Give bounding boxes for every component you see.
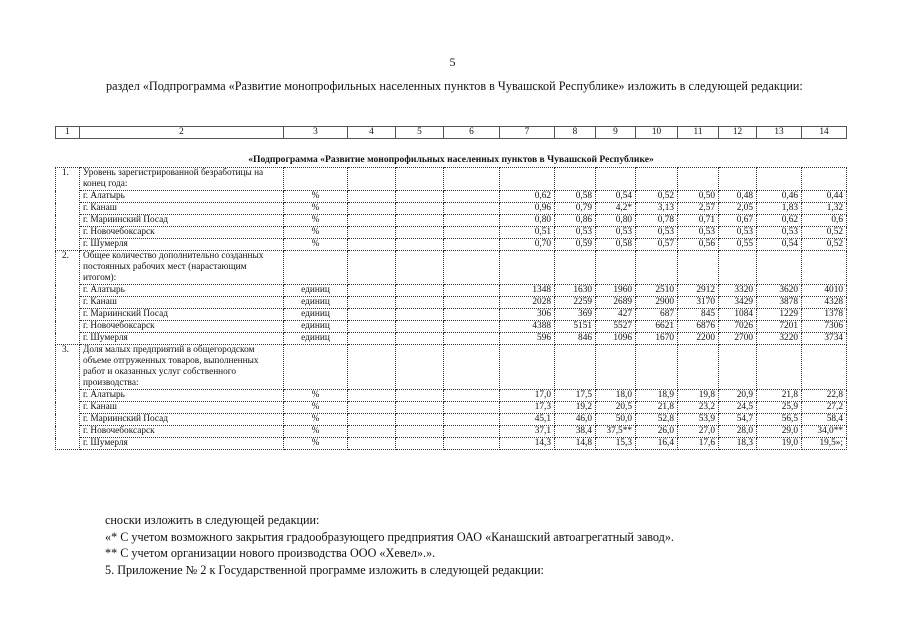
value-cell: 56,5	[757, 414, 802, 426]
unit-cell: %	[284, 191, 348, 203]
value-cell: 19,0	[757, 438, 802, 450]
value-cell: 34,0**	[802, 426, 847, 438]
value-cell: 4010	[802, 285, 847, 297]
city-name: г. Мариинский Посад	[80, 309, 284, 321]
empty-cell	[444, 191, 500, 203]
table-row	[56, 333, 847, 345]
empty-cell	[444, 390, 500, 402]
empty-cell	[348, 215, 396, 227]
value-cell: 0,55	[719, 239, 757, 251]
indicator-title-row	[56, 251, 847, 285]
subtitle-row	[56, 151, 847, 168]
empty-cell	[396, 203, 444, 215]
value-cell: 2912	[678, 285, 719, 297]
empty-cell	[396, 227, 444, 239]
empty-cell	[284, 345, 348, 390]
empty-cell	[596, 168, 636, 191]
value-cell: 2689	[596, 297, 636, 309]
indicator-number: 2.	[56, 251, 80, 345]
value-cell: 2,57	[678, 203, 719, 215]
empty-cell	[348, 203, 396, 215]
value-cell: 23,2	[678, 402, 719, 414]
empty-cell	[396, 309, 444, 321]
value-cell: 53,9	[678, 414, 719, 426]
empty-cell	[596, 251, 636, 285]
empty-cell	[444, 402, 500, 414]
value-cell: 15,3	[596, 438, 636, 450]
table-row	[56, 203, 847, 215]
subprogram-title: «Подпрограмма «Развитие монопрофильных населенных пунктов в Чувашской Республике»	[248, 153, 654, 165]
empty-cell	[444, 309, 500, 321]
city-name: г. Новочебоксарск	[80, 321, 284, 333]
value-cell: 0,96	[500, 203, 555, 215]
value-cell: 18,9	[636, 390, 678, 402]
unit-cell: %	[284, 215, 348, 227]
empty-cell	[396, 345, 444, 390]
value-cell: 3429	[719, 297, 757, 309]
indicator-number: 3.	[56, 345, 80, 450]
empty-cell	[396, 333, 444, 345]
value-cell: 2700	[719, 333, 757, 345]
table-row	[56, 297, 847, 309]
value-cell: 0,46	[757, 191, 802, 203]
value-cell: 0,80	[596, 215, 636, 227]
value-cell: 0,53	[678, 227, 719, 239]
column-number: 7	[500, 127, 555, 139]
table-row	[56, 227, 847, 239]
value-cell: 2200	[678, 333, 719, 345]
column-number: 6	[444, 127, 500, 139]
value-cell: 18,3	[719, 438, 757, 450]
value-cell: 5151	[555, 321, 596, 333]
indicator-title-row	[56, 168, 847, 191]
footer-line: сноски изложить в следующей редакции:	[105, 513, 320, 527]
unit-cell: %	[284, 426, 348, 438]
city-name: г. Шумерля	[80, 239, 284, 251]
empty-cell	[284, 251, 348, 285]
table-row	[56, 239, 847, 251]
value-cell: 0,48	[719, 191, 757, 203]
unit-cell: единиц	[284, 285, 348, 297]
value-cell: 0,62	[757, 215, 802, 227]
column-number: 8	[555, 127, 596, 139]
empty-cell	[444, 438, 500, 450]
column-number: 12	[719, 127, 757, 139]
value-cell: 0,44	[802, 191, 847, 203]
value-cell: 14,3	[500, 438, 555, 450]
empty-cell	[678, 168, 719, 191]
empty-cell	[396, 414, 444, 426]
value-cell: 2510	[636, 285, 678, 297]
value-cell: 0,62	[500, 191, 555, 203]
column-number: 11	[678, 127, 719, 139]
city-name: г. Канаш	[80, 402, 284, 414]
spacer-cell	[56, 139, 847, 152]
value-cell: 3620	[757, 285, 802, 297]
value-cell: 0,67	[719, 215, 757, 227]
value-cell: 18,0	[596, 390, 636, 402]
empty-cell	[348, 390, 396, 402]
value-cell: 21,8	[636, 402, 678, 414]
empty-cell	[719, 345, 757, 390]
empty-cell	[348, 309, 396, 321]
column-number: 13	[757, 127, 802, 139]
value-cell: 1670	[636, 333, 678, 345]
empty-cell	[348, 227, 396, 239]
value-cell: 4328	[802, 297, 847, 309]
empty-cell	[636, 168, 678, 191]
empty-cell	[396, 321, 444, 333]
empty-cell	[636, 345, 678, 390]
empty-cell	[348, 414, 396, 426]
value-cell: 58,4	[802, 414, 847, 426]
value-cell: 19,2	[555, 402, 596, 414]
value-cell: 0,52	[802, 227, 847, 239]
empty-cell	[348, 297, 396, 309]
value-cell: 17,5	[555, 390, 596, 402]
indicator-title: Доля малых предприятий в общегородском объеме отгруженных товаров, выполненных работ и оказанных услуг собственного производства:	[80, 345, 284, 390]
empty-cell	[348, 402, 396, 414]
value-cell: 0,70	[500, 239, 555, 251]
city-name: г. Шумерля	[80, 333, 284, 345]
value-cell: 3170	[678, 297, 719, 309]
value-cell: 0,52	[802, 239, 847, 251]
empty-cell	[396, 402, 444, 414]
value-cell: 0,54	[596, 191, 636, 203]
empty-cell	[500, 345, 555, 390]
empty-cell	[802, 345, 847, 390]
empty-cell	[719, 168, 757, 191]
empty-cell	[396, 215, 444, 227]
page-number: 5	[449, 55, 456, 69]
value-cell: 0,80	[500, 215, 555, 227]
value-cell: 37,5**	[596, 426, 636, 438]
value-cell: 20,9	[719, 390, 757, 402]
value-cell: 17,0	[500, 390, 555, 402]
column-number: 5	[396, 127, 444, 139]
value-cell: 29,0	[757, 426, 802, 438]
value-cell: 427	[596, 309, 636, 321]
value-cell: 845	[678, 309, 719, 321]
table-row	[56, 215, 847, 227]
empty-cell	[348, 321, 396, 333]
value-cell: 26,0	[636, 426, 678, 438]
value-cell: 50,0	[596, 414, 636, 426]
value-cell: 0,71	[678, 215, 719, 227]
intro-text: раздел «Подпрограмма «Развитие монопрофильных населенных пунктов в Чувашской Республике» изложить в следующей редакции:	[106, 79, 803, 93]
table-row	[56, 309, 847, 321]
value-cell: 0,79	[555, 203, 596, 215]
empty-cell	[348, 333, 396, 345]
value-cell: 3320	[719, 285, 757, 297]
column-number: 4	[348, 127, 396, 139]
value-cell: 0,52	[636, 191, 678, 203]
value-cell: 16,4	[636, 438, 678, 450]
table-row	[56, 402, 847, 414]
value-cell: 0,53	[636, 227, 678, 239]
empty-cell	[396, 438, 444, 450]
empty-cell	[444, 215, 500, 227]
column-number: 9	[596, 127, 636, 139]
empty-cell	[284, 168, 348, 191]
empty-cell	[348, 345, 396, 390]
value-cell: 1630	[555, 285, 596, 297]
value-cell: 54,7	[719, 414, 757, 426]
empty-cell	[348, 239, 396, 251]
unit-cell: единиц	[284, 309, 348, 321]
value-cell: 306	[500, 309, 555, 321]
empty-cell	[396, 390, 444, 402]
unit-cell: %	[284, 402, 348, 414]
value-cell: 27,0	[678, 426, 719, 438]
value-cell: 24,5	[719, 402, 757, 414]
empty-cell	[444, 285, 500, 297]
empty-cell	[348, 168, 396, 191]
value-cell: 52,8	[636, 414, 678, 426]
table-row	[56, 285, 847, 297]
value-cell: 0,59	[555, 239, 596, 251]
empty-cell	[444, 168, 500, 191]
value-cell: 1378	[802, 309, 847, 321]
city-name: г. Новочебоксарск	[80, 426, 284, 438]
value-cell: 38,4	[555, 426, 596, 438]
indicators-table	[55, 126, 847, 450]
value-cell: 3220	[757, 333, 802, 345]
value-cell: 0,86	[555, 215, 596, 227]
value-cell: 22,8	[802, 390, 847, 402]
unit-cell: %	[284, 414, 348, 426]
empty-cell	[396, 426, 444, 438]
empty-cell	[636, 251, 678, 285]
value-cell: 2259	[555, 297, 596, 309]
unit-cell: единиц	[284, 297, 348, 309]
value-cell: 7306	[802, 321, 847, 333]
empty-cell	[348, 251, 396, 285]
empty-cell	[444, 251, 500, 285]
column-number: 1	[56, 127, 80, 139]
empty-cell	[757, 168, 802, 191]
empty-cell	[396, 239, 444, 251]
value-cell: 4388	[500, 321, 555, 333]
city-name: г. Канаш	[80, 297, 284, 309]
value-cell: 0,51	[500, 227, 555, 239]
unit-cell: единиц	[284, 333, 348, 345]
value-cell: 2900	[636, 297, 678, 309]
city-name: г. Алатырь	[80, 191, 284, 203]
empty-cell	[555, 251, 596, 285]
value-cell: 25,9	[757, 402, 802, 414]
empty-cell	[444, 426, 500, 438]
value-cell: 37,1	[500, 426, 555, 438]
empty-cell	[757, 251, 802, 285]
footer-line: 5. Приложение № 2 к Государственной программе изложить в следующей редакции:	[105, 562, 544, 577]
value-cell: 4,2*	[596, 203, 636, 215]
empty-cell	[444, 321, 500, 333]
table-row	[56, 426, 847, 438]
value-cell: 3,13	[636, 203, 678, 215]
value-cell: 1096	[596, 333, 636, 345]
empty-cell	[444, 203, 500, 215]
value-cell: 6876	[678, 321, 719, 333]
city-name: г. Канаш	[80, 203, 284, 215]
empty-cell	[348, 191, 396, 203]
footer-line: «* С учетом возможного закрытия градообразующего предприятия ОАО «Канашский автоагрегатный завод».	[105, 529, 674, 544]
value-cell: 0,53	[596, 227, 636, 239]
empty-cell	[444, 239, 500, 251]
value-cell: 687	[636, 309, 678, 321]
column-number-row	[56, 127, 847, 139]
value-cell: 17,3	[500, 402, 555, 414]
intro-paragraph	[62, 79, 852, 94]
empty-cell	[678, 345, 719, 390]
value-cell: 45,1	[500, 414, 555, 426]
value-cell: 1,83	[757, 203, 802, 215]
value-cell: 1084	[719, 309, 757, 321]
empty-cell	[802, 168, 847, 191]
city-name: г. Новочебоксарск	[80, 227, 284, 239]
empty-cell	[802, 251, 847, 285]
value-cell: 17,6	[678, 438, 719, 450]
value-cell: 3878	[757, 297, 802, 309]
value-cell: 596	[500, 333, 555, 345]
city-name: г. Мариинский Посад	[80, 414, 284, 426]
value-cell: 21,8	[757, 390, 802, 402]
unit-cell: %	[284, 203, 348, 215]
column-number: 2	[80, 127, 284, 139]
value-cell: 46,0	[555, 414, 596, 426]
indicator-number: 1.	[56, 168, 80, 251]
unit-cell: %	[284, 239, 348, 251]
city-name: г. Мариинский Посад	[80, 215, 284, 227]
column-number: 10	[636, 127, 678, 139]
value-cell: 2028	[500, 297, 555, 309]
value-cell: 27,2	[802, 402, 847, 414]
value-cell: 7026	[719, 321, 757, 333]
empty-cell	[348, 426, 396, 438]
table-row	[56, 390, 847, 402]
empty-cell	[555, 168, 596, 191]
empty-cell	[500, 251, 555, 285]
value-cell: 7201	[757, 321, 802, 333]
value-cell: 0,57	[636, 239, 678, 251]
empty-cell	[757, 345, 802, 390]
empty-cell	[396, 191, 444, 203]
value-cell: 0,54	[757, 239, 802, 251]
value-cell: 369	[555, 309, 596, 321]
value-cell: 2,05	[719, 203, 757, 215]
indicator-title-row	[56, 345, 847, 390]
value-cell: 19,5»;	[802, 438, 847, 450]
value-cell: 0,53	[719, 227, 757, 239]
city-name: г. Алатырь	[80, 285, 284, 297]
empty-cell	[396, 251, 444, 285]
value-cell: 20,5	[596, 402, 636, 414]
empty-cell	[444, 297, 500, 309]
empty-cell	[444, 414, 500, 426]
empty-cell	[500, 168, 555, 191]
value-cell: 0,56	[678, 239, 719, 251]
unit-cell: %	[284, 438, 348, 450]
footer-notes	[105, 512, 865, 578]
table-row	[56, 414, 847, 426]
value-cell: 0,50	[678, 191, 719, 203]
city-name: г. Алатырь	[80, 390, 284, 402]
empty-cell	[396, 297, 444, 309]
footer-line: ** С учетом организации нового производства ООО «Хевел».».	[105, 546, 436, 560]
column-number: 14	[802, 127, 847, 139]
value-cell: 6621	[636, 321, 678, 333]
empty-cell	[396, 168, 444, 191]
value-cell: 0,53	[555, 227, 596, 239]
unit-cell: %	[284, 227, 348, 239]
value-cell: 0,53	[757, 227, 802, 239]
value-cell: 1348	[500, 285, 555, 297]
column-number: 3	[284, 127, 348, 139]
value-cell: 0,58	[596, 239, 636, 251]
table-row	[56, 438, 847, 450]
value-cell: 1,32	[802, 203, 847, 215]
table-row	[56, 321, 847, 333]
empty-cell	[555, 345, 596, 390]
value-cell: 19,8	[678, 390, 719, 402]
indicator-title: Общее количество дополнительно созданных постоянных рабочих мест (нарастающим итогом):	[80, 251, 284, 285]
value-cell: 5527	[596, 321, 636, 333]
empty-cell	[348, 285, 396, 297]
value-cell: 846	[555, 333, 596, 345]
table-row	[56, 191, 847, 203]
value-cell: 0,6	[802, 215, 847, 227]
empty-cell	[396, 285, 444, 297]
empty-cell	[719, 251, 757, 285]
city-name: г. Шумерля	[80, 438, 284, 450]
empty-cell	[596, 345, 636, 390]
value-cell: 1229	[757, 309, 802, 321]
unit-cell: %	[284, 390, 348, 402]
empty-cell	[348, 438, 396, 450]
value-cell: 28,0	[719, 426, 757, 438]
value-cell: 3734	[802, 333, 847, 345]
value-cell: 14,8	[555, 438, 596, 450]
unit-cell: единиц	[284, 321, 348, 333]
empty-cell	[444, 333, 500, 345]
empty-cell	[678, 251, 719, 285]
empty-cell	[444, 345, 500, 390]
indicator-title: Уровень зарегистрированной безработицы на конец года:	[80, 168, 284, 191]
empty-cell	[444, 227, 500, 239]
value-cell: 0,58	[555, 191, 596, 203]
value-cell: 1960	[596, 285, 636, 297]
value-cell: 0,78	[636, 215, 678, 227]
